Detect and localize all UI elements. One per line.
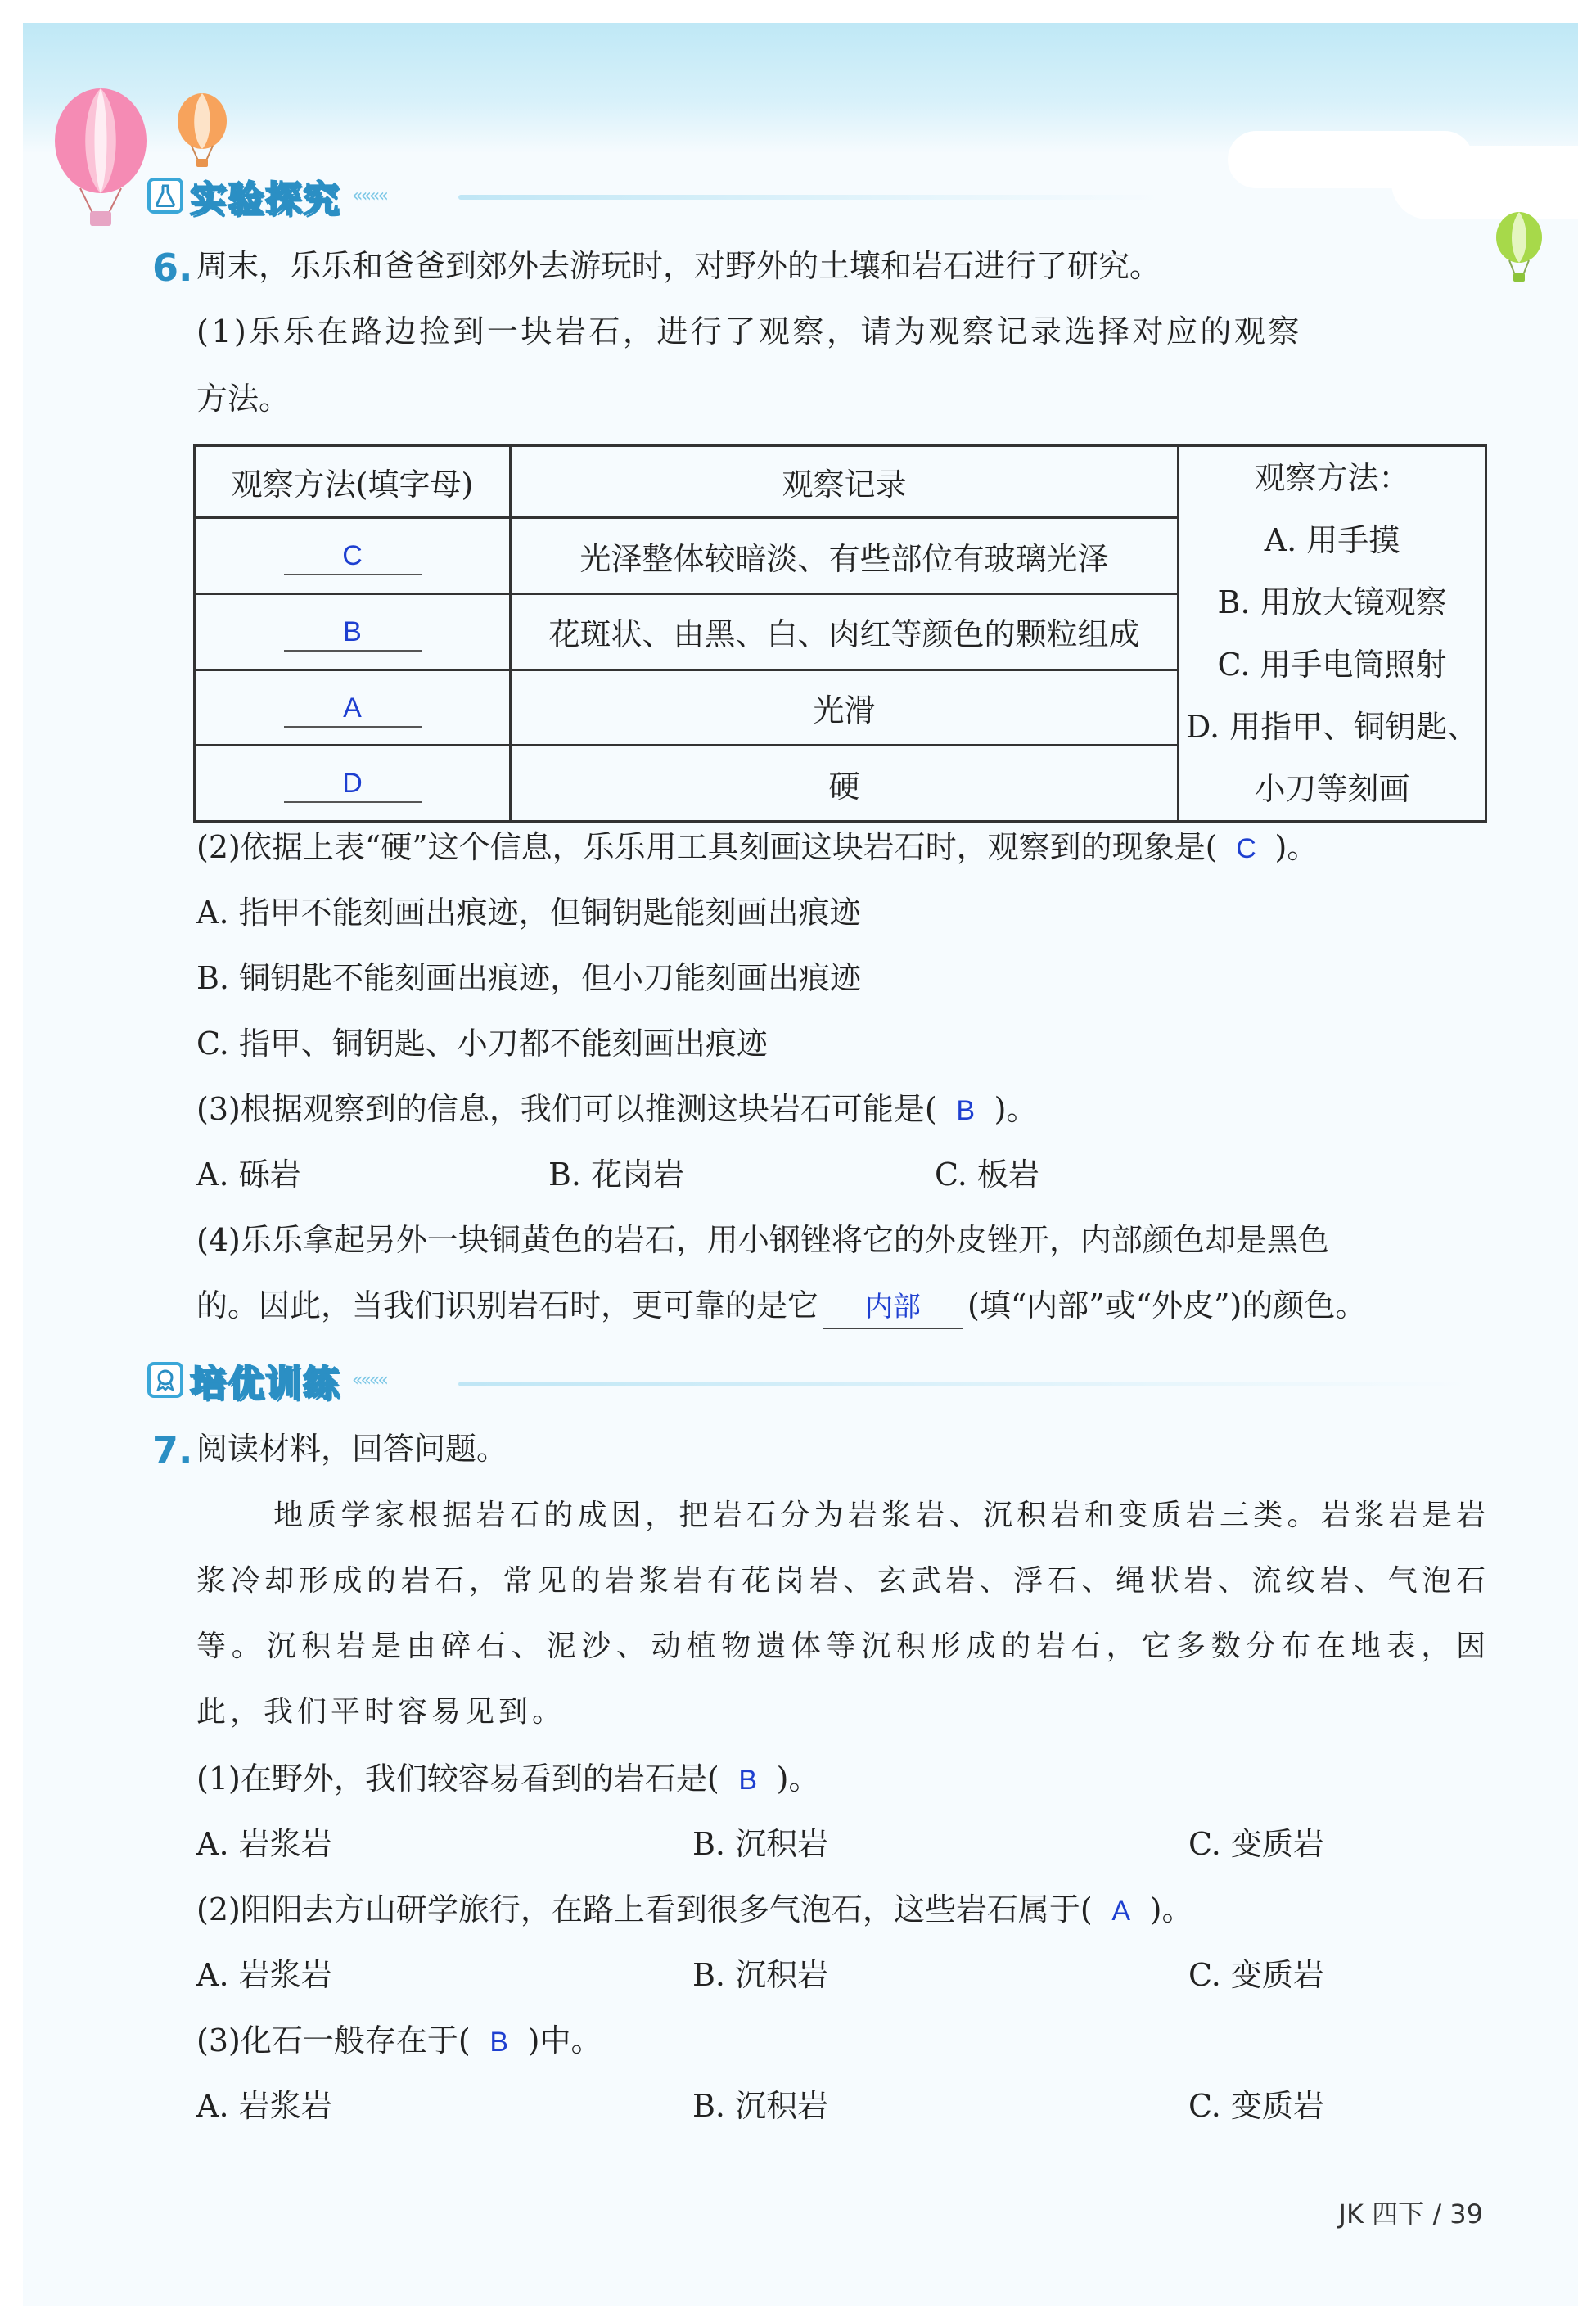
section-header-experiment [147,169,386,222]
table-header: 观察方法(填字母) [195,446,511,518]
option-text: A. 指甲不能刻画出痕迹，但铜钥匙能刻画出痕迹 [196,895,861,931]
subquestion-suffix: (填“内部”或“外皮”)的颜色。 [967,1287,1367,1323]
section-title: 培优训练 [190,1363,340,1404]
subquestion-suffix: )。 [1149,1891,1193,1928]
answer-blank[interactable]: 内部 [823,1287,963,1329]
table-header: 观察记录 [511,446,1179,518]
table-cell-answer [195,746,511,822]
option-text: B. 沉积岩 [692,1957,829,1993]
table-cell-record: 硬 [511,746,1179,822]
answer-choice[interactable]: C [1236,833,1256,864]
answer-choice[interactable]: B [956,1095,975,1126]
answer-choice[interactable]: A [1111,1896,1130,1927]
answer-blank[interactable]: D [284,765,422,803]
method-option: A. 用手摸 [1264,522,1400,558]
methods-legend [1179,446,1486,822]
header-cloud [1228,131,1473,188]
option-text: A. 岩浆岩 [196,1957,332,1993]
table-cell-record: 光滑 [511,670,1179,746]
option-text: C. 板岩 [935,1156,1039,1193]
option-text: A. 岩浆岩 [196,2088,332,2124]
subquestion-text [196,827,1318,869]
balloon-green-icon [1493,211,1545,285]
method-option: 小刀等刻画 [1254,771,1410,807]
option-text: C. 变质岩 [1188,1826,1324,1862]
table-cell-record: 光泽整体较暗淡、有些部位有玻璃光泽 [511,518,1179,594]
table-cell-answer [195,670,511,746]
option-text: A. 砾岩 [196,1156,301,1193]
question-stem: 阅读材料，回答问题。 [196,1431,508,1467]
subquestion-text [196,1889,1192,1932]
method-option: B. 用放大镜观察 [1217,584,1447,620]
answer-blank[interactable]: A [284,690,422,728]
section-divider [458,1382,1473,1386]
observation-table [193,444,1487,823]
option-text: B. 花岗岩 [548,1156,685,1193]
methods-title: 观察方法： [1254,460,1410,496]
answer-blank[interactable]: B [284,614,422,652]
subquestion-text: (4)乐乐拿起另外一块铜黄色的岩石，用小钢锉将它的外皮锉开，内部颜色却是黑色 [196,1222,1329,1258]
chevrons-icon: «««« [352,1369,386,1391]
section-divider [458,195,1162,200]
reading-passage: 地质学家根据岩石的成因，把岩石分为岩浆岩、沉积岩和变质岩三类。岩浆岩是岩浆冷却形成的岩石，常见的岩浆岩有花岗岩、玄武岩、浮石、绳状岩、流纹岩、气泡石等。沉积岩是由碎石、泥沙、动植物遗体等沉积形成的岩石，它多数分布在地表，因此，我们平时容易见到。 [196,1499,1490,1729]
subquestion-suffix: )。 [776,1761,820,1797]
option-text: B. 沉积岩 [692,1826,829,1862]
medal-icon [147,1362,183,1398]
subquestion-prefix: (2)依据上表“硬”这个信息，乐乐用工具刻画这块岩石时，观察到的现象是( [196,829,1218,865]
subquestion-text [196,1285,1366,1329]
option-text: C. 变质岩 [1188,1957,1324,1993]
subquestion-text [196,2020,602,2063]
option-text: B. 铜钥匙不能刻画出痕迹，但小刀能刻画出痕迹 [196,960,862,996]
option-text: C. 变质岩 [1188,2088,1324,2124]
subquestion-suffix: )。 [1274,829,1319,865]
chevrons-icon: «««« [352,185,386,206]
subquestion-prefix: (3)根据观察到的信息，我们可以推测这块岩石可能是( [196,1091,937,1127]
table-cell-answer [195,518,511,594]
subquestion-prefix: 的。因此，当我们识别岩石时，更可靠的是它 [196,1287,819,1323]
subquestion-text [196,1089,1037,1131]
subquestion-suffix: )。 [994,1091,1038,1127]
page-footer: JK 四下 / 39 [1338,2198,1483,2230]
option-text: C. 指甲、铜钥匙、小刀都不能刻画出痕迹 [196,1026,768,1062]
subquestion-prefix: (3)化石一般存在于( [196,2022,471,2058]
flask-icon [147,178,183,214]
question-number: 6. [152,246,193,290]
section-title: 实验探究 [190,178,340,220]
subquestion-text: 方法。 [196,381,291,417]
subquestion-text [196,1758,819,1801]
table-cell-record: 花斑状、由黑、白、肉红等颜色的颗粒组成 [511,594,1179,670]
method-option: D. 用指甲、铜钥匙、 [1185,709,1479,745]
answer-choice[interactable]: B [489,2027,508,2058]
answer-blank[interactable]: C [284,538,422,575]
question-stem: 周末，乐乐和爸爸到郊外去游玩时，对野外的土壤和岩石进行了研究。 [196,248,1161,284]
subquestion-text: (1)乐乐在路边捡到一块岩石，进行了观察，请为观察记录选择对应的观察 [196,313,1302,349]
question-number: 7. [152,1428,193,1472]
option-text: A. 岩浆岩 [196,1826,332,1862]
subquestion-prefix: (1)在野外，我们较容易看到的岩石是( [196,1761,719,1797]
option-text: B. 沉积岩 [692,2088,829,2124]
balloon-pink-icon [47,83,154,231]
subquestion-prefix: (2)阳阳去方山研学旅行，在路上看到很多气泡石，这些岩石属于( [196,1891,1093,1928]
subquestion-suffix: )中。 [527,2022,602,2058]
method-option: C. 用手电筒照射 [1217,647,1447,683]
section-header-training [147,1354,386,1406]
table-cell-answer [195,594,511,670]
answer-choice[interactable]: B [738,1765,757,1796]
balloon-orange-icon [174,92,231,170]
